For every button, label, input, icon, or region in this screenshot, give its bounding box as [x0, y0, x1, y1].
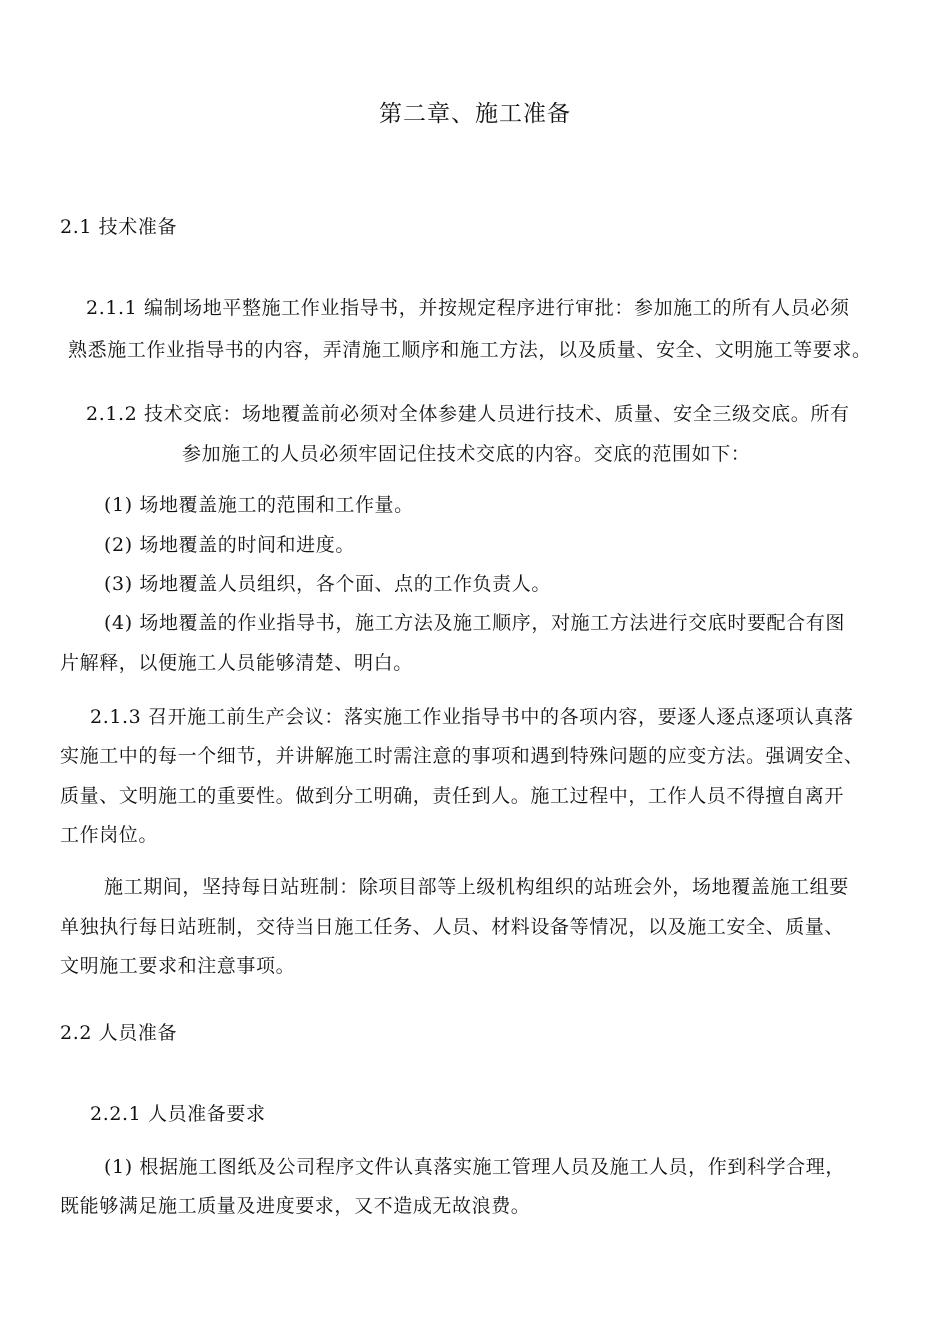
list-item-1: (1) 场地覆盖施工的范围和工作量。: [104, 494, 414, 516]
paragraph-daily-line-2: 单独执行每日站班制，交待当日施工任务、人员、材料设备等情况，以及施工安全、质量、: [60, 916, 845, 938]
paragraph-2-1-1-line-2: 熟悉施工作业指导书的内容，弄清施工顺序和施工方法，以及质量、安全、文明施工等要求。: [68, 339, 872, 361]
list-item-3: (3) 场地覆盖人员组织，各个面、点的工作负责人。: [104, 573, 551, 595]
paragraph-2-1-1-line-1: 2.1.1 编制场地平整施工作业指导书，并按规定程序进行审批：参加施工的所有人员必须: [86, 297, 850, 319]
paragraph-2-1-2-line-1: 2.1.2 技术交底：场地覆盖前必须对全体参建人员进行技术、质量、安全三级交底。所有: [86, 403, 850, 425]
paragraph-daily-line-1: 施工期间，坚持每日站班制：除项目部等上级机构组织的站班会外，场地覆盖施工组要: [104, 876, 849, 898]
subsection-heading-2-2-1: 2.2.1 人员准备要求: [90, 1103, 266, 1125]
paragraph-2-2-1-line-1: (1) 根据施工图纸及公司程序文件认真落实施工管理人员及施工人员，作到科学合理，: [104, 1156, 845, 1178]
paragraph-2-1-3-line-1: 2.1.3 召开施工前生产会议：落实施工作业指导书中的各项内容，要逐人逐点逐项认真落: [90, 706, 854, 728]
chapter-title: 第二章、施工准备: [379, 101, 571, 127]
list-item-4: (4) 场地覆盖的作业指导书，施工方法及施工顺序，对施工方法进行交底时要配合有图: [104, 612, 845, 634]
section-heading-2-1: 2.1 技术准备: [60, 216, 178, 238]
list-item-4-continuation: 片解释，以便施工人员能够清楚、明白。: [60, 652, 413, 674]
paragraph-2-1-3-line-4: 工作岗位。: [60, 824, 159, 846]
list-item-2: (2) 场地覆盖的时间和进度。: [104, 534, 355, 556]
paragraph-2-1-3-line-3: 质量、文明施工的重要性。做到分工明确，责任到人。施工过程中，工作人员不得擅自离开: [60, 785, 845, 807]
paragraph-daily-line-3: 文明施工要求和注意事项。: [60, 955, 296, 977]
paragraph-2-2-1-line-2: 既能够满足施工质量及进度要求，又不造成无故浪费。: [60, 1195, 531, 1217]
section-heading-2-2: 2.2 人员准备: [60, 1022, 178, 1044]
paragraph-2-1-3-line-2: 实施工中的每一个细节，并讲解施工时需注意的事项和遇到特殊问题的应变方法。强调安全、: [60, 745, 864, 767]
paragraph-2-1-2-line-2: 参加施工的人员必须牢固记住技术交底的内容。交底的范围如下：: [182, 443, 751, 465]
